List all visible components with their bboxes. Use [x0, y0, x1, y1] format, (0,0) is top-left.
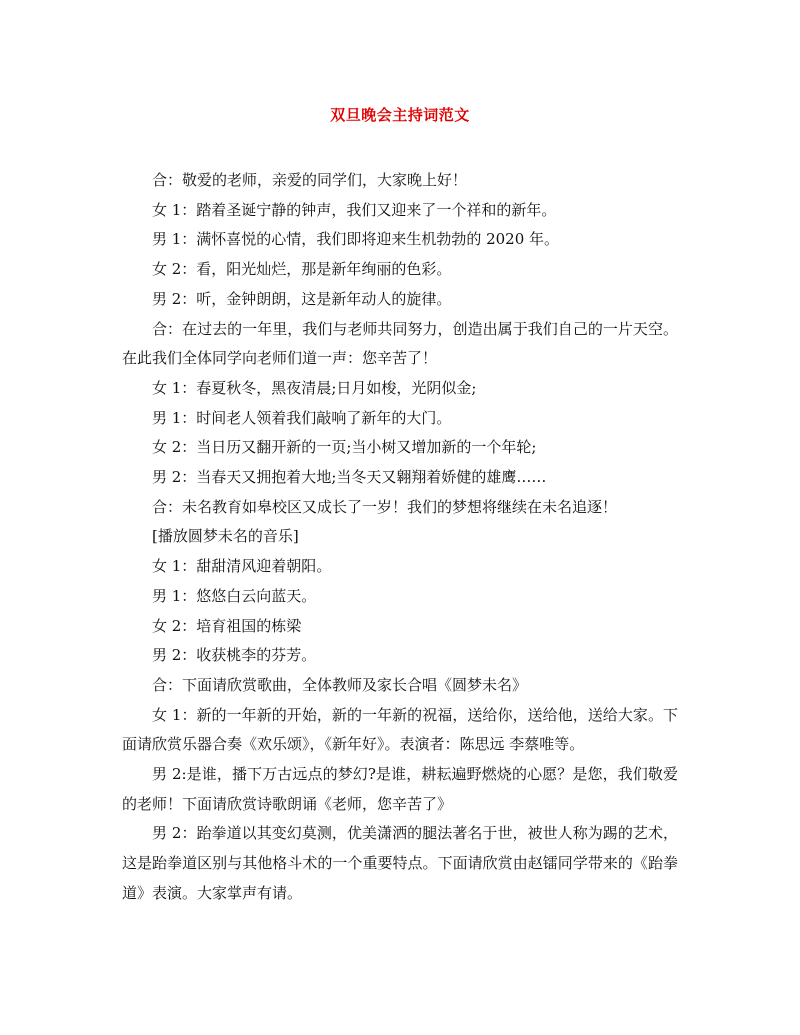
paragraph-19: 男 2:是谁，播下万古远点的梦幻?是谁，耕耘遍野燃烧的心愿？是您，我们敬爱的老师！下面请欣赏诗歌朗诵《老师，您辛苦了》: [122, 765, 678, 813]
paragraph-7: 女 1：春夏秋冬，黑夜清晨;日月如梭，光阴似金;: [152, 378, 477, 397]
paragraph-11: 合：未名教育如皋校区又成长了一岁！我们的梦想将继续在未名追逐！: [152, 497, 618, 516]
paragraph-20: 男 2：跆拳道以其变幻莫测，优美潇洒的腿法著名于世，被世人称为踢的艺术，这是跆拳道区别与其他格斗术的一个重要特点。下面请欣赏由赵镭同学带来的《跆拳道》表演。大家掌声有请。: [122, 824, 678, 902]
paragraph-15: 女 2：培育祖国的栋梁: [152, 616, 302, 635]
paragraph-8: 男 1：时间老人领着我们敲响了新年的大门。: [152, 408, 452, 427]
document-body: [122, 166, 678, 909]
paragraph-1: 合：敬爱的老师，亲爱的同学们，大家晚上好！: [152, 171, 468, 189]
paragraph-6: 合：在过去的一年里，我们与老师共同努力，创造出属于我们自己的一片天空。在此我们全体同学向老师们道一声：您辛苦了！: [122, 319, 678, 368]
paragraph-2: 女 1：踏着圣诞宁静的钟声，我们又迎来了一个祥和的新年。: [152, 200, 557, 219]
paragraph-10: 男 2：当春天又拥抱着大地;当冬天又翱翔着娇健的雄鹰……: [152, 468, 547, 487]
paragraph-3: 男 1：满怀喜悦的心情，我们即将迎来生机勃勃的 2020 年。: [152, 230, 560, 249]
paragraph-4: 女 2：看，阳光灿烂，那是新年绚丽的色彩。: [152, 260, 452, 279]
paragraph-14: 男 1：悠悠白云向蓝天。: [152, 586, 317, 605]
paragraph-9: 女 2：当日历又翻开新的一页;当小树又增加新的一个年轮;: [152, 438, 537, 457]
document-title: 双旦晚会主持词范文: [330, 106, 470, 124]
paragraph-17: 合：下面请欣赏歌曲，全体教师及家长合唱《圆梦未名》: [152, 675, 528, 694]
paragraph-13: 女 1：甜甜清风迎着朝阳。: [152, 557, 332, 576]
paragraph-5: 男 2：听，金钟朗朗，这是新年动人的旋律。: [152, 289, 452, 308]
paragraph-16: 男 2：收获桃李的芬芳。: [152, 646, 317, 665]
paragraph-12: [播放圆梦未名的音乐]: [152, 527, 299, 546]
paragraph-18: 女 1：新的一年新的开始，新的一年新的祝福，送给你，送给他，送给大家。下面请欣赏乐器合奏《欢乐颂》，《新年好》。表演者：陈思远 李蔡唯等。: [122, 705, 678, 754]
